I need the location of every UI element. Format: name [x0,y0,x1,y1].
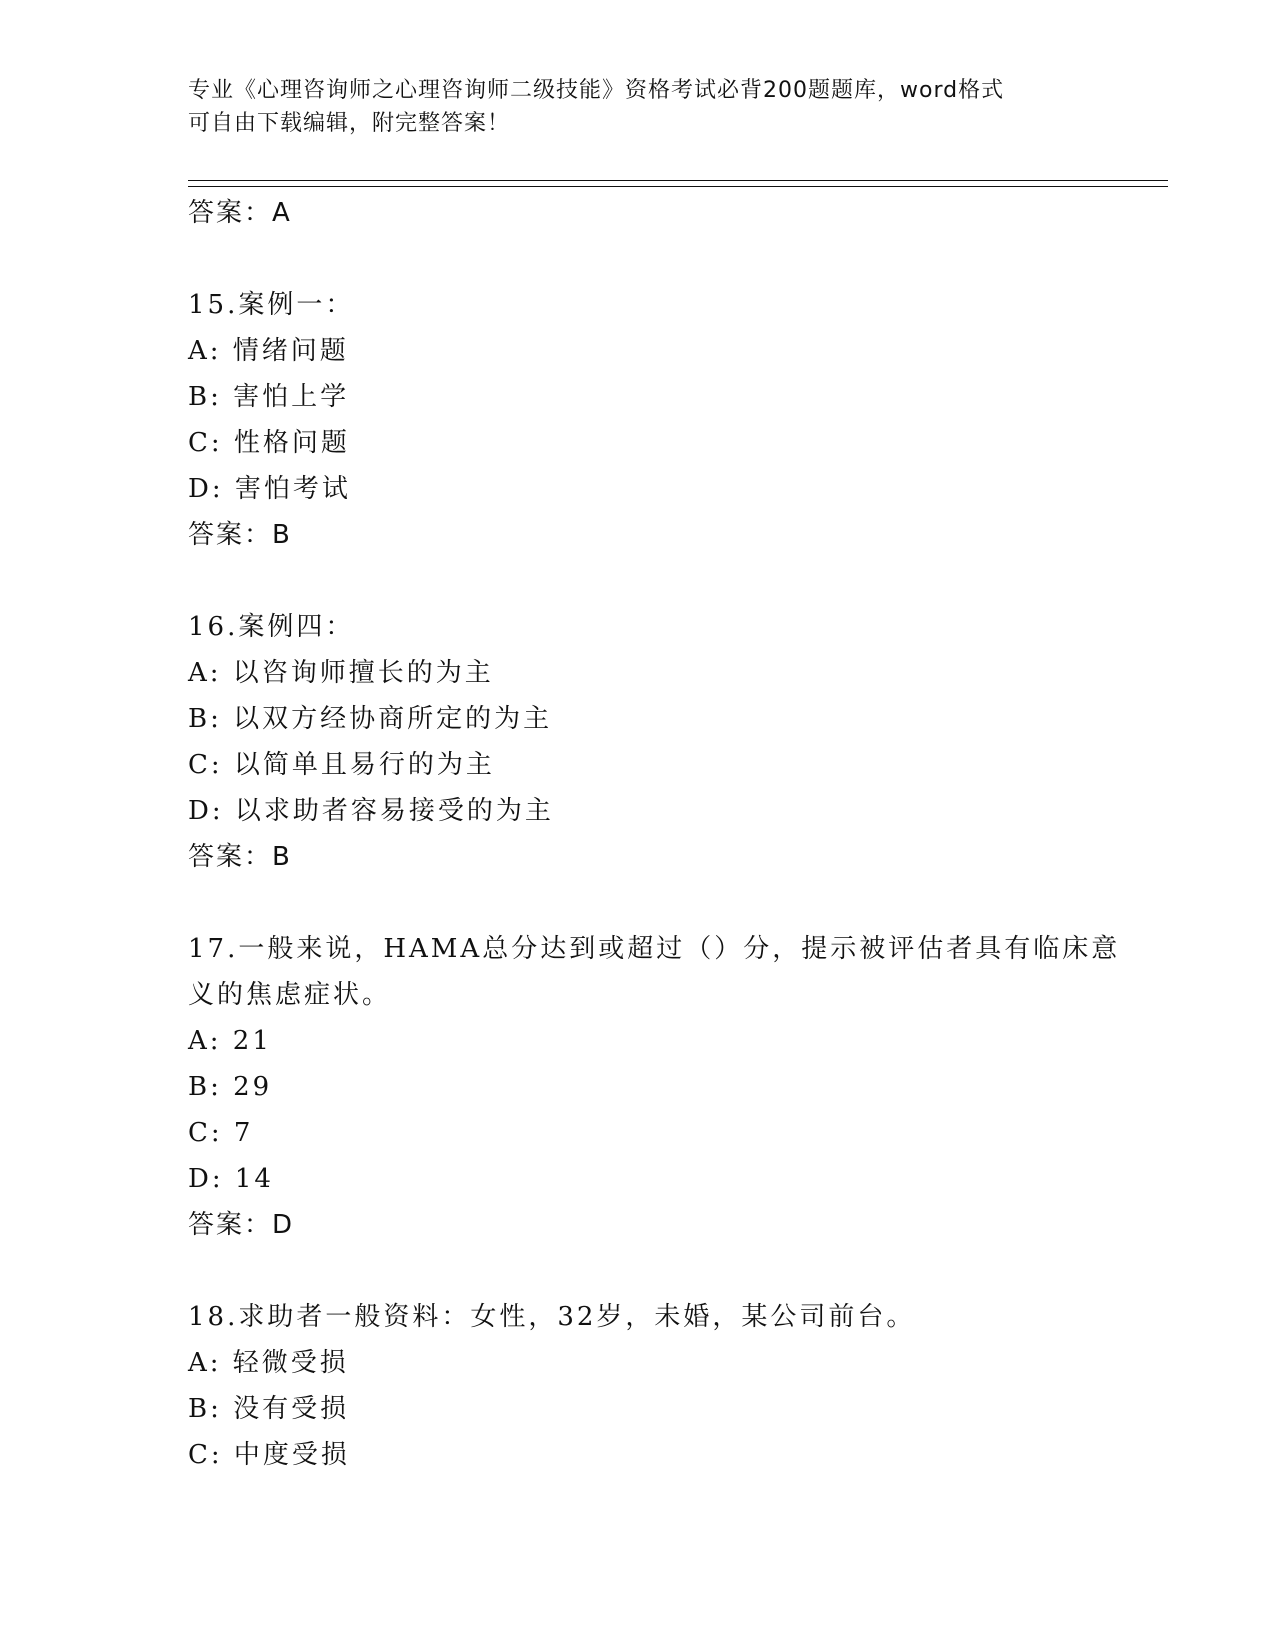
option-a: A: 以咨询师擅长的为主 [188,658,494,688]
option-d: D: 以求助者容易接受的为主 [188,796,554,826]
answer-line: 答案：B [188,520,292,550]
answer-line: 答案：A [188,198,292,228]
option-a: A: 情绪问题 [188,336,349,366]
option-a: A: 轻微受损 [188,1348,349,1378]
option-c: C: 7 [188,1118,254,1148]
question-15 [188,282,1088,558]
option-a: A: 21 [188,1026,272,1056]
answer-line: 答案：D [188,1210,295,1240]
question-text-line-2: 义的焦虑症状。 [188,980,392,1010]
spacer [188,558,1088,604]
option-b: B: 没有受损 [188,1394,350,1424]
option-b: B: 害怕上学 [188,382,350,412]
question-18 [188,1294,1088,1478]
header-divider [188,180,1168,187]
spacer [188,236,1088,282]
question-text: 15.案例一： [188,290,355,320]
header-line-1: 专业《心理咨询师之心理咨询师二级技能》资格考试必背200题题库，word格式 [188,78,1005,103]
option-b: B: 29 [188,1072,273,1102]
option-c: C: 中度受损 [188,1440,350,1470]
option-c: C: 以简单且易行的为主 [188,750,495,780]
question-16 [188,604,1088,880]
spacer [188,1248,1088,1294]
question-17 [188,926,1121,1248]
question-list [188,190,1121,1478]
option-b: B: 以双方经协商所定的为主 [188,704,553,734]
question-text: 18.求助者一般资料：女性，32岁，未婚，某公司前台。 [188,1302,916,1332]
option-d: D: 14 [188,1164,274,1194]
answer-line: 答案：B [188,842,292,872]
option-d: D: 害怕考试 [188,474,351,504]
option-c: C: 性格问题 [188,428,350,458]
document-header [188,74,1088,140]
spacer [188,880,1088,926]
header-line-2: 可自由下载编辑，附完整答案！ [188,111,511,136]
question-text: 16.案例四： [188,612,355,642]
question-text-line-1: 17.一般来说，HAMA总分达到或超过（）分，提示被评估者具有临床意 [188,934,1121,964]
